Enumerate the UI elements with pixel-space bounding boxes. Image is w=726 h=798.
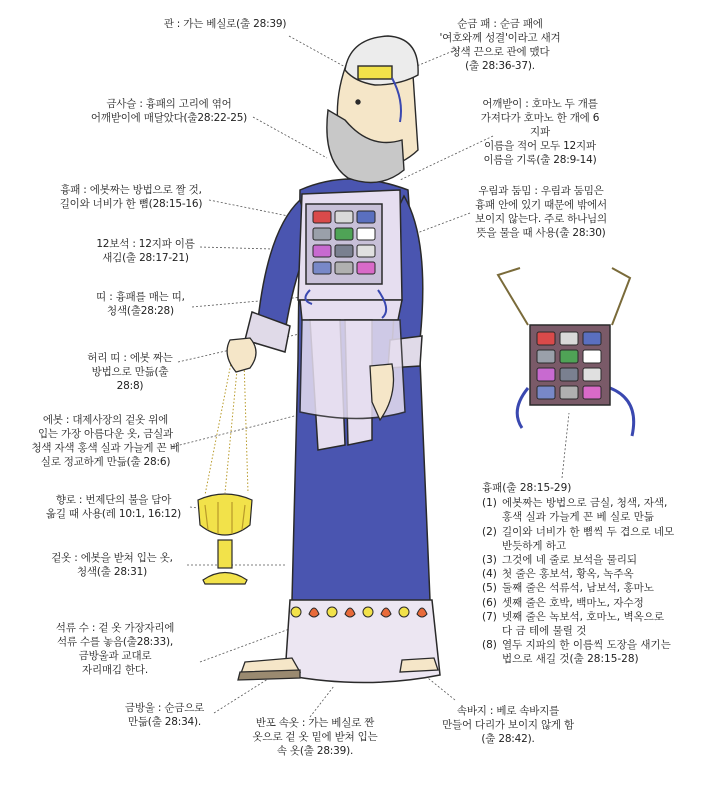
label-band: 띠 : 흉패를 매는 띠, 청색(출28:28) xyxy=(96,291,185,317)
breastplate-detail xyxy=(498,268,634,436)
label-censer: 향로 : 번제단의 불을 담아 옮길 때 사용(레 10:1, 16:12) xyxy=(45,494,182,520)
gemstone xyxy=(583,386,601,399)
head xyxy=(327,36,418,183)
censer-icon xyxy=(198,494,252,584)
gemstone xyxy=(583,332,601,345)
golden-bell-icon xyxy=(363,607,373,617)
gemstone xyxy=(313,245,331,257)
label-shoulder-piece: 어깨받이 : 호마노 두 개를 가져다가 호마노 한 개에 6지파 이름을 적어 모두 12지파 이름을 기록(출 28:9-14) xyxy=(480,98,600,166)
gemstone xyxy=(357,245,375,257)
breastplate-note-item: (4) 첫 줄은 홍보석, 황옥, 녹주옥 xyxy=(482,568,634,581)
breastplate-note-title: 흉패(출 28:15-29) xyxy=(482,482,572,494)
breastplate-note-item: (6) 셋째 줄은 호박, 백마노, 자수정 xyxy=(482,596,644,609)
gemstone xyxy=(583,350,601,363)
gemstone xyxy=(357,262,375,274)
gemstone xyxy=(313,228,331,240)
label-waistband: 허리 띠 : 에봇 짜는 방법으로 만듦(출 28:8) xyxy=(87,352,173,392)
label-tunic: 반포 속옷 : 가는 베실로 짠 옷으로 겉 옷 밑에 받쳐 입는 속 옷(출 28:39). xyxy=(252,717,378,757)
golden-bell-icon xyxy=(291,607,301,617)
gemstone xyxy=(583,368,601,381)
breastplate-note-item: (1) 에봇짜는 방법으로 금실, 청색, 자색, 홍색 실과 가늘게 꼰 베 실로 만듦 xyxy=(482,497,668,524)
label-ephod: 에봇 : 대제사장의 겉옷 위에 입는 가장 아름다운 옷, 금실과 청색 자색 홍색 실과 가늘게 꼰 베 실로 정교하게 만듦(출 28:6) xyxy=(31,414,180,468)
gemstone xyxy=(335,262,353,274)
label-breastplate: 흉패 : 에봇짜는 방법으로 짤 것, 길이와 너비가 한 뼘(28:15-16) xyxy=(59,184,203,210)
label-robe: 겉옷 : 에봇을 받쳐 입는 옷, 청색(출 28:31) xyxy=(51,552,173,578)
gemstone xyxy=(357,228,375,240)
gemstone xyxy=(335,228,353,240)
gemstone xyxy=(313,262,331,274)
gemstone xyxy=(313,211,331,223)
label-urim-thummim: 우림과 둠밈 : 우림과 둠밈은 흉패 안에 있기 때문에 밖에서 보이지 않는다. 주로 하나님의 뜻을 물을 때 사용(출 28:30) xyxy=(475,185,607,239)
golden-bell-icon xyxy=(327,607,337,617)
breastplate-note-item: (3) 그것에 네 줄로 보석을 물리되 xyxy=(482,554,638,567)
label-gold-chains: 금사슬 : 흉패의 고리에 엮어 어깨받이에 매달았다(출28:22-25) xyxy=(90,98,248,124)
breastplate-note-item: (7) 넷째 줄은 녹보석, 호마노, 벽옥으로 다 금 테에 물릴 것 xyxy=(482,610,665,638)
gemstone xyxy=(560,386,578,399)
label-crown: 관 : 가는 베실로(출 28:39) xyxy=(163,18,287,30)
gemstone xyxy=(537,368,555,381)
gemstone xyxy=(560,350,578,363)
breastplate-note xyxy=(482,481,722,667)
breastplate xyxy=(306,204,382,284)
label-golden-bells: 금방울 : 순금으로 만듦(출 28:34). xyxy=(124,702,205,728)
gemstone xyxy=(560,368,578,381)
gemstone xyxy=(357,211,375,223)
gemstone xyxy=(560,332,578,345)
gemstone xyxy=(335,245,353,257)
gemstone xyxy=(537,386,555,399)
gemstone xyxy=(537,332,555,345)
label-gold-plate: 순금 패 : 순금 패에 '여호와께 성결'이라고 새겨 청색 끈으로 관에 맸다 (출 28:36-37). xyxy=(439,18,561,72)
gemstone xyxy=(335,211,353,223)
gold-plate-icon xyxy=(358,66,392,79)
breastplate-note-item: (5) 둘째 줄은 석류석, 남보석, 홍마노 xyxy=(482,582,654,595)
golden-bell-icon xyxy=(399,607,409,617)
label-twelve-stones: 12보석 : 12지파 이름 새김(출 28:17-21) xyxy=(96,238,195,264)
label-breeches: 속바지 : 베로 속바지를 만들어 다리가 보이지 않게 함 (출 28:42). xyxy=(442,705,574,745)
label-pomegranates: 석류 수 : 겉 옷 가장자리에 석류 수를 놓음(출28:33), 금방울과 교대로 자리매김 한다. xyxy=(55,622,175,676)
censer-chains xyxy=(205,358,248,495)
breastplate-note-item: (8) 열두 지파의 한 이름씩 도장을 새기는 법으로 새길 것(출 28:15-28) xyxy=(482,639,671,666)
breastplate-note-item: (2) 길이와 너비가 한 뼘씩 두 겹으로 네모 반듯하게 하고 xyxy=(482,525,675,552)
gemstone xyxy=(537,350,555,363)
